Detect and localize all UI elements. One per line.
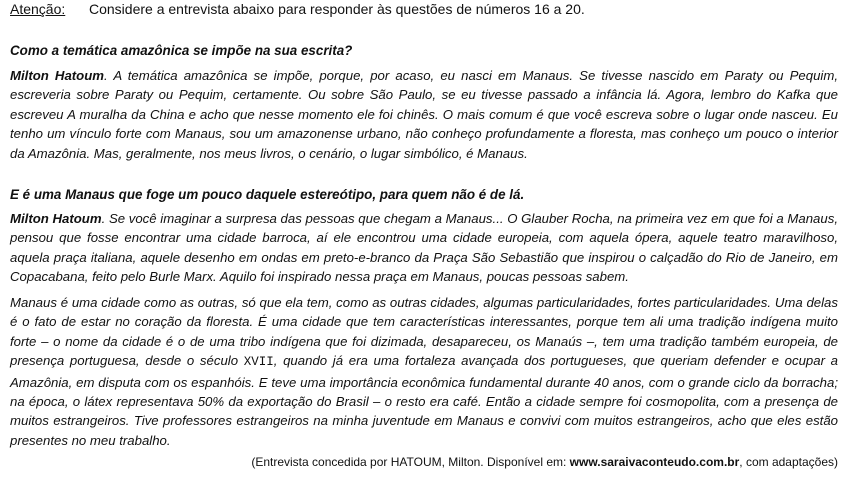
answer-1 [10,66,838,163]
speaker-name: Milton Hatoum [10,68,105,83]
paragraph-text-before: Manaus é uma cidade como as outras, só que ela tem, como as outras cidades, algumas particularidades, fortes particularidades. Uma delas é o fato de estar no coração da floresta. É uma cidade que tem características interessantes, porque tem ali uma tradição indígena muito forte – o nome da cidade é o de uma tribo indígena que foi dizimada, desapareceu, os Manaús –, tem uma tradição também europeia, de presença portuguesa, desde o século [10,295,838,369]
citation-prefix: (Entrevista concedida por HATOUM, Milton. Disponível em: [251,455,570,469]
paragraph-text-after: , quando já era uma fortaleza avançada dos portugueses, que queriam defender e ocupar a Amazônia, em disputa com os espanhóis. E teve uma importância econômica fundamental durante 40 anos, com o grande ciclo da borracha; na época, o látex representava 50% da exportação do Brasil – o resto era café. Então a cidade sempre foi cosmopolita, com a presença de muitos estrangeiros. Tive professores estrangeiros na minha juventude em Manaus e convivi com muitos estrangeiros, acho que eles estão presentes no meu trabalho. [10,353,838,448]
citation-url: www.saraivaconteudo.com.br [569,455,740,469]
instruction-text: Considere a entrevista abaixo para responder às questões de números 16 a 20. [89,1,585,17]
answer-2-continuation [10,293,838,450]
question-2: E é uma Manaus que foge um pouco daquele estereótipo, para quem não é de lá. [10,187,525,202]
speaker-name: Milton Hatoum [10,211,102,226]
answer-2-text: . Se você imaginar a surpresa das pessoas que chegam a Manaus... O Glauber Rocha, na primeira vez em que foi a Manaus, pensou que fosse encontrar uma cidade barroca, aí ele encontrou uma cidade europeia, com aquela ópera, aquele teatro maravilhoso, aquela praça italiana, aquele desenho em ondas em preto-e-branco da Praça São Sebastião que inspirou o calçadão do Rio de Janeiro, em Copacabana, feito pelo Burle Marx. Aquilo foi inspirado nessa praça em Manaus, poucas pessoas sabem. [10,211,838,285]
question-1: Como a temática amazônica se impõe na sua escrita? [10,43,353,58]
attention-label: Atenção: [10,1,66,17]
century-numeral: XVII [243,355,274,370]
instruction-header [10,1,585,18]
citation-suffix: , com adaptações) [739,455,838,469]
source-citation [251,454,838,470]
answer-1-text: . A temática amazônica se impõe, porque, por acaso, eu nasci em Manaus. Se tivesse nascido em Paraty ou Pequim, escreveria sobre Paraty ou Pequim, certamente. Ou sobre São Paulo, se eu tivesse passado a infância lá. Agora, lembro do Kafka que escreveu A muralha da China e acho que nesse momento ele foi chinês. O mais comum é que você escreva sobre o lugar onde nasceu. Eu tenho um vínculo forte com Manaus, sou um amazonense urbano, não conheço profundamente a floresta, mas conheço um pouco o interior da Amazônia. Mas, geralmente, nos meus livros, o cenário, o lugar simbólico, é Manaus. [10,68,838,161]
answer-2 [10,209,838,287]
